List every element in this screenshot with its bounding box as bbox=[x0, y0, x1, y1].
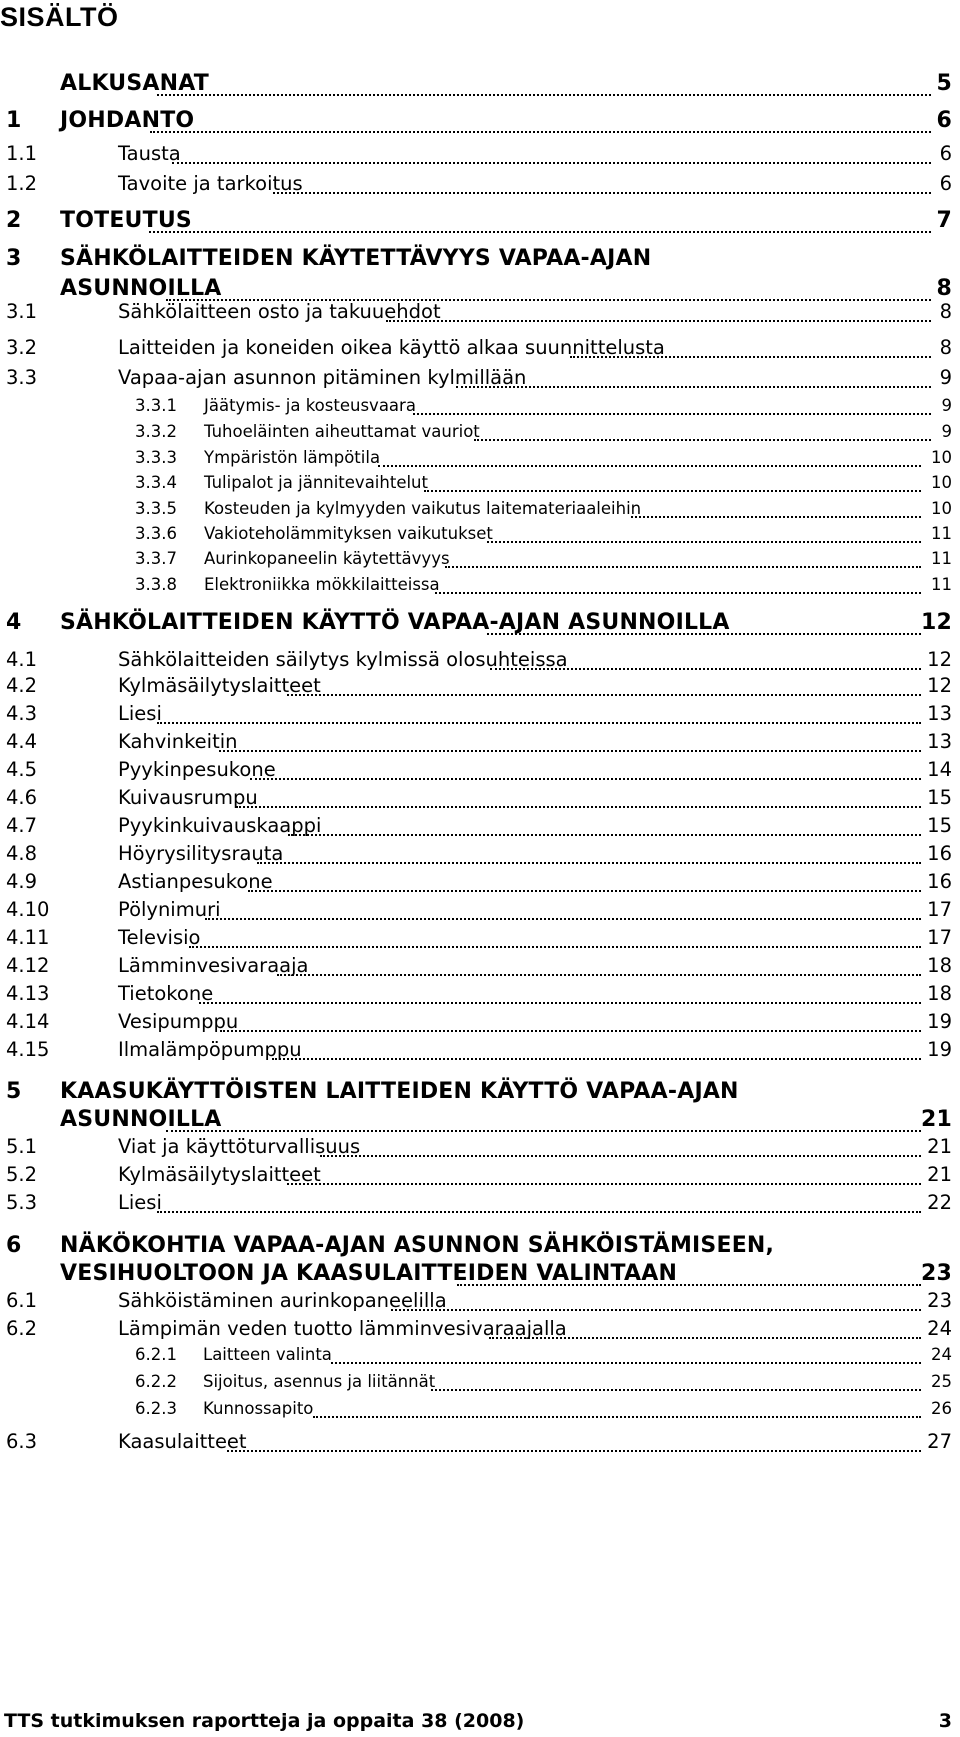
toc-entry-title: Pyykinkuivauskaappi bbox=[118, 814, 322, 837]
toc-dot-leader bbox=[157, 94, 930, 96]
toc-entry-number: 3.3 bbox=[6, 366, 38, 389]
toc-entry[interactable] bbox=[0, 1079, 960, 1132]
toc-dot-leader bbox=[424, 490, 920, 492]
toc-entry-page: 12 bbox=[927, 674, 952, 697]
toc-entry-title: Kylmäsäilytyslaitteet bbox=[118, 1163, 321, 1186]
toc-entry-page: 24 bbox=[931, 1345, 952, 1364]
toc-entry-page: 15 bbox=[927, 814, 952, 837]
toc-entry-page: 17 bbox=[927, 926, 952, 949]
toc-entry[interactable] bbox=[0, 730, 960, 760]
toc-entry-page: 23 bbox=[927, 1289, 952, 1312]
toc-entry-title: Pyykinpesukone bbox=[118, 758, 276, 781]
toc-entry-number: 3.3.8 bbox=[135, 575, 177, 594]
toc-entry-number: 6.2.1 bbox=[135, 1345, 177, 1364]
toc-entry-number: 4.3 bbox=[6, 702, 38, 725]
toc-entry-page: 10 bbox=[931, 473, 952, 492]
toc-entry-page: 16 bbox=[927, 870, 952, 893]
toc-dot-leader bbox=[227, 1450, 921, 1452]
toc-entry-title-continued: VESIHUOLTOON JA KAASULAITTEIDEN VALINTAAN bbox=[60, 1261, 678, 1286]
toc-entry-title: Laitteen valinta bbox=[203, 1345, 332, 1364]
toc-entry-title: Tuhoeläinten aiheuttamat vauriot bbox=[204, 422, 480, 441]
page-title: SISÄLTÖ bbox=[0, 2, 119, 32]
toc-entry[interactable] bbox=[0, 758, 960, 788]
toc-entry-title: Tavoite ja tarkoitus bbox=[118, 172, 303, 195]
toc-dot-leader bbox=[391, 1309, 921, 1311]
toc-entry[interactable] bbox=[0, 142, 960, 172]
toc-dot-leader bbox=[435, 592, 920, 594]
toc-entry-title: Kahvinkeitin bbox=[118, 730, 238, 753]
toc-dot-leader bbox=[487, 633, 920, 635]
toc-entry[interactable] bbox=[0, 982, 960, 1012]
toc-entry[interactable] bbox=[0, 1135, 960, 1165]
toc-dot-leader bbox=[150, 131, 931, 133]
toc-entry-title: TOTEUTUS bbox=[60, 208, 192, 233]
toc-entry[interactable] bbox=[0, 610, 960, 640]
toc-entry-number: 6.2.2 bbox=[135, 1372, 177, 1391]
toc-entry[interactable] bbox=[0, 208, 960, 238]
toc-entry-page: 22 bbox=[927, 1191, 952, 1214]
toc-entry-number: 4.4 bbox=[6, 730, 38, 753]
toc-entry-title: Kylmäsäilytyslaitteet bbox=[118, 674, 321, 697]
toc-entry-number: 3.3.3 bbox=[135, 448, 177, 467]
toc-entry-title-continued: ASUNNOILLA bbox=[60, 276, 222, 301]
toc-entry-number: 3.3.7 bbox=[135, 549, 177, 568]
toc-entry-page: 16 bbox=[927, 842, 952, 865]
toc-entry-title: Sähköistäminen aurinkopaneelilla bbox=[118, 1289, 447, 1312]
toc-entry-title: Pölynimuri bbox=[118, 898, 221, 921]
toc-dot-leader bbox=[272, 1058, 921, 1060]
toc-entry-number: 3.1 bbox=[6, 300, 38, 323]
toc-entry-number: 4.9 bbox=[6, 870, 38, 893]
toc-entry-page: 13 bbox=[927, 730, 952, 753]
toc-entry[interactable] bbox=[0, 246, 960, 301]
toc-entry-number: 5 bbox=[6, 1079, 22, 1104]
toc-entry-title: Elektroniikka mökkilaitteissa bbox=[204, 575, 440, 594]
toc-entry-number: 4.14 bbox=[6, 1010, 50, 1033]
toc-entry-number: 4.7 bbox=[6, 814, 38, 837]
toc-entry-page: 19 bbox=[927, 1010, 952, 1033]
toc-entry-title: Tulipalot ja jännitevaihtelut bbox=[204, 473, 428, 492]
toc-entry[interactable] bbox=[0, 1345, 960, 1375]
toc-entry-page: 6 bbox=[939, 142, 952, 165]
toc-entry-page: 8 bbox=[939, 336, 952, 359]
toc-entry-title: Laitteiden ja koneiden oikea käyttö alkaa suunnittelusta bbox=[118, 336, 665, 359]
toc-entry-title: Vakioteholämmityksen vaikutukset bbox=[204, 524, 493, 543]
toc-entry[interactable] bbox=[0, 71, 960, 101]
toc-entry-number: 4.6 bbox=[6, 786, 38, 809]
toc-entry-page: 21 bbox=[927, 1135, 952, 1158]
toc-entry-title: ALKUSANAT bbox=[60, 71, 209, 96]
toc-dot-leader bbox=[172, 162, 930, 164]
toc-entry[interactable] bbox=[0, 1191, 960, 1221]
toc-entry[interactable] bbox=[0, 842, 960, 872]
toc-dot-leader bbox=[456, 386, 931, 388]
toc-entry[interactable] bbox=[0, 954, 960, 984]
toc-entry-page: 7 bbox=[936, 208, 952, 233]
toc-entry-title: Vesipumppu bbox=[118, 1010, 239, 1033]
toc-entry-number: 4.13 bbox=[6, 982, 50, 1005]
toc-entry-title: Liesi bbox=[118, 1191, 162, 1214]
toc-entry-number: 4.8 bbox=[6, 842, 38, 865]
toc-entry[interactable] bbox=[0, 870, 960, 900]
toc-entry-title-continued: ASUNNOILLA bbox=[60, 1107, 222, 1132]
toc-entry-number: 4.10 bbox=[6, 898, 50, 921]
toc-entry-number: 4 bbox=[6, 610, 22, 635]
toc-entry-title: Tietokone bbox=[118, 982, 214, 1005]
toc-entry[interactable] bbox=[0, 1372, 960, 1402]
toc-entry[interactable] bbox=[0, 575, 960, 605]
toc-entry[interactable] bbox=[0, 1233, 960, 1286]
toc-entry-page: 26 bbox=[931, 1399, 952, 1418]
toc-entry-title: Ympäristön lämpötila bbox=[204, 448, 381, 467]
toc-entry[interactable] bbox=[0, 1399, 960, 1429]
toc-dot-leader bbox=[313, 1416, 921, 1418]
toc-entry-page: 9 bbox=[941, 422, 952, 441]
toc-entry-title: Tausta bbox=[118, 142, 181, 165]
toc-entry-title: Kosteuden ja kylmyyden vaikutus laitemateriaaleihin bbox=[204, 499, 642, 518]
toc-dot-leader bbox=[490, 668, 921, 670]
toc-entry-number: 4.11 bbox=[6, 926, 50, 949]
toc-entry-number: 3.3.1 bbox=[135, 396, 177, 415]
toc-entry-page: 15 bbox=[927, 786, 952, 809]
toc-entry-page: 27 bbox=[927, 1430, 952, 1453]
toc-dot-leader bbox=[431, 1389, 921, 1391]
toc-entry-title: Astianpesukone bbox=[118, 870, 273, 893]
toc-dot-leader bbox=[386, 320, 931, 322]
toc-entry-page: 10 bbox=[931, 448, 952, 467]
toc-dot-leader bbox=[331, 1362, 921, 1364]
toc-entry-page: 13 bbox=[927, 702, 952, 725]
toc-entry[interactable] bbox=[0, 1317, 960, 1347]
footer-text: TTS tutkimuksen raportteja ja oppaita 38 (2008) bbox=[4, 1710, 525, 1732]
toc-entry-number: 4.1 bbox=[6, 648, 38, 671]
toc-entry[interactable] bbox=[0, 336, 960, 366]
toc-entry-title: KAASUKÄYTTÖISTEN LAITTEIDEN KÄYTTÖ VAPAA-AJAN bbox=[60, 1079, 739, 1104]
toc-entry-page: 9 bbox=[941, 396, 952, 415]
toc-entry-number: 5.2 bbox=[6, 1163, 38, 1186]
toc-entry-page: 23 bbox=[920, 1261, 952, 1286]
toc-entry-page: 11 bbox=[931, 549, 952, 568]
toc-entry-page: 24 bbox=[927, 1317, 952, 1340]
toc-entry-page: 19 bbox=[927, 1038, 952, 1061]
toc-entry-page: 11 bbox=[931, 524, 952, 543]
toc-entry-number: 1.2 bbox=[6, 172, 38, 195]
toc-entry[interactable] bbox=[0, 1163, 960, 1193]
toc-entry-title: Sähkölaitteiden säilytys kylmissä olosuhteissa bbox=[118, 648, 568, 671]
toc-dot-leader bbox=[457, 1284, 921, 1286]
toc-entry[interactable] bbox=[0, 1038, 960, 1068]
toc-entry-title: Höyrysilitysrauta bbox=[118, 842, 284, 865]
toc-entry-title: JOHDANTO bbox=[60, 108, 195, 133]
toc-entry-title: Sijoitus, asennus ja liitännät bbox=[203, 1372, 436, 1391]
toc-entry-number: 3.3.4 bbox=[135, 473, 177, 492]
toc-entry-number: 6 bbox=[6, 1233, 22, 1258]
toc-entry-page: 21 bbox=[927, 1163, 952, 1186]
toc-entry-page: 14 bbox=[927, 758, 952, 781]
toc-entry-number: 1 bbox=[6, 108, 22, 133]
toc-entry-number: 5.3 bbox=[6, 1191, 38, 1214]
toc-entry-title: Kuivausrumpu bbox=[118, 786, 258, 809]
toc-entry-title: Jäätymis- ja kosteusvaara bbox=[204, 396, 416, 415]
toc-entry-page: 12 bbox=[920, 610, 952, 635]
toc-entry[interactable] bbox=[0, 1430, 960, 1460]
toc-entry-title: Liesi bbox=[118, 702, 162, 725]
toc-dot-leader bbox=[189, 946, 921, 948]
toc-dot-leader bbox=[220, 1030, 921, 1032]
toc-dot-leader bbox=[205, 918, 921, 920]
toc-entry-number: 3.2 bbox=[6, 336, 38, 359]
toc-dot-leader bbox=[248, 890, 921, 892]
toc-entry-number: 3.3.2 bbox=[135, 422, 177, 441]
toc-entry-number: 5.1 bbox=[6, 1135, 38, 1158]
toc-entry-title: Televisio bbox=[118, 926, 201, 949]
toc-dot-leader bbox=[287, 694, 920, 696]
toc-dot-leader bbox=[474, 439, 930, 441]
toc-dot-leader bbox=[236, 806, 921, 808]
toc-entry-title: Sähkölaitteen osto ja takuuehdot bbox=[118, 300, 441, 323]
toc-entry[interactable] bbox=[0, 172, 960, 202]
toc-entry-title: Ilmalämpöpumppu bbox=[118, 1038, 302, 1061]
toc-entry-title: Vapaa-ajan asunnon pitäminen kylmillään bbox=[118, 366, 527, 389]
toc-entry[interactable] bbox=[0, 300, 960, 330]
toc-entry-page: 18 bbox=[927, 982, 952, 1005]
toc-entry[interactable] bbox=[0, 898, 960, 928]
toc-entry[interactable] bbox=[0, 926, 960, 956]
toc-dot-leader bbox=[570, 356, 931, 358]
toc-dot-leader bbox=[219, 750, 921, 752]
toc-entry-number: 4.12 bbox=[6, 954, 50, 977]
toc-entry-page: 6 bbox=[936, 108, 952, 133]
toc-entry-page: 11 bbox=[931, 575, 952, 594]
toc-entry-page: 25 bbox=[931, 1372, 952, 1391]
toc-entry-number: 3.3.6 bbox=[135, 524, 177, 543]
toc-entry-page: 18 bbox=[927, 954, 952, 977]
toc-dot-leader bbox=[273, 192, 931, 194]
toc-entry-number: 3 bbox=[6, 246, 22, 271]
toc-entry-title: Kunnossapito bbox=[203, 1399, 314, 1418]
toc-entry[interactable] bbox=[0, 1289, 960, 1319]
footer-page-number: 3 bbox=[938, 1710, 952, 1732]
toc-entry-number: 6.2.3 bbox=[135, 1399, 177, 1418]
toc-entry-number: 1.1 bbox=[6, 142, 38, 165]
toc-dot-leader bbox=[288, 834, 921, 836]
toc-entry-number: 4.15 bbox=[6, 1038, 50, 1061]
toc-entry-title: SÄHKÖLAITTEIDEN KÄYTETTÄVYYS VAPAA-AJAN bbox=[60, 246, 652, 271]
toc-dot-leader bbox=[250, 778, 920, 780]
toc-entry-title: NÄKÖKOHTIA VAPAA-AJAN ASUNNON SÄHKÖISTÄMISEEN, bbox=[60, 1233, 775, 1258]
toc-entry-page: 9 bbox=[939, 366, 952, 389]
toc-entry-number: 4.2 bbox=[6, 674, 38, 697]
toc-dot-leader bbox=[257, 862, 921, 864]
toc-entry-title: Kaasulaitteet bbox=[118, 1430, 247, 1453]
toc-dot-leader bbox=[320, 1155, 921, 1157]
toc-entry-number: 3.3.5 bbox=[135, 499, 177, 518]
toc-entry-number: 4.5 bbox=[6, 758, 38, 781]
toc-dot-leader bbox=[157, 722, 921, 724]
toc-dot-leader bbox=[413, 413, 931, 415]
toc-dot-leader bbox=[489, 1337, 920, 1339]
toc-entry-page: 12 bbox=[927, 648, 952, 671]
toc-entry-number: 6.3 bbox=[6, 1430, 38, 1453]
toc-entry[interactable] bbox=[0, 814, 960, 844]
toc-entry-number: 6.2 bbox=[6, 1317, 38, 1340]
toc-dot-leader bbox=[199, 1002, 921, 1004]
toc-entry-title: SÄHKÖLAITTEIDEN KÄYTTÖ VAPAA-AJAN ASUNNOILLA bbox=[60, 610, 730, 635]
toc-dot-leader bbox=[445, 566, 921, 568]
toc-entry-page: 21 bbox=[920, 1107, 952, 1132]
toc-entry-title: Lämminvesivaraaja bbox=[118, 954, 309, 977]
toc-entry[interactable] bbox=[0, 108, 960, 138]
toc-entry-page: 6 bbox=[939, 172, 952, 195]
toc-entry[interactable] bbox=[0, 786, 960, 816]
toc-entry-number: 2 bbox=[6, 208, 22, 233]
toc-dot-leader bbox=[149, 231, 931, 233]
toc-entry[interactable] bbox=[0, 702, 960, 732]
toc-entry-page: 8 bbox=[936, 276, 952, 301]
toc-dot-leader bbox=[631, 516, 921, 518]
toc-dot-leader bbox=[157, 1211, 921, 1213]
toc-entry-title: Lämpimän veden tuotto lämminvesivaraajalla bbox=[118, 1317, 567, 1340]
toc-entry-page: 8 bbox=[939, 300, 952, 323]
toc-entry-page: 10 bbox=[931, 499, 952, 518]
toc-entry-number: 6.1 bbox=[6, 1289, 38, 1312]
toc-entry-page: 17 bbox=[927, 898, 952, 921]
toc-entry[interactable] bbox=[0, 1010, 960, 1040]
toc-entry-title: Aurinkopaneelin käytettävyys bbox=[204, 549, 450, 568]
toc-dot-leader bbox=[277, 974, 920, 976]
toc-entry[interactable] bbox=[0, 366, 960, 396]
toc-dot-leader bbox=[166, 1130, 920, 1132]
toc-entry-page: 5 bbox=[936, 71, 952, 96]
toc-entry-title: Viat ja käyttöturvallisuus bbox=[118, 1135, 361, 1158]
toc-entry[interactable] bbox=[0, 674, 960, 704]
toc-dot-leader bbox=[287, 1183, 920, 1185]
toc-dot-leader bbox=[378, 465, 921, 467]
toc-dot-leader bbox=[487, 541, 921, 543]
